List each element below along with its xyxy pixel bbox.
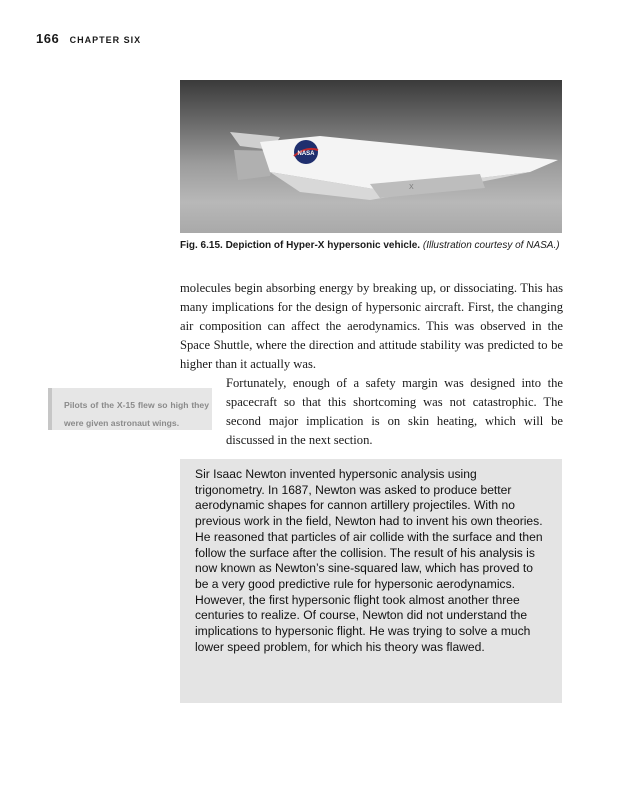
hyper-x-illustration — [180, 80, 562, 233]
newton-note: Sir Isaac Newton invented hypersonic analysis using trigonometry. In 1687, Newton was asked to produce better aerodynamic shapes for cannon artillery projectiles. With no previous work in the field, Newton had to invent his own theories. He reasoned that particles of air collide with the surface and then follow the surface after the collision. The result of his analysis is now known as Newton’s sine-squared law, which has proved to be a very good predictive rule for hypersonic aerodynamics. However, the first hypersonic flight took almost another three centuries to realize. Of course, Newton did not understand the implications to hypersonic flight. He was trying to solve a much lower speed problem, for which his theory was flawed. — [195, 467, 543, 654]
body-paragraph — [180, 279, 563, 450]
sidebar-note: Pilots of the X-15 flew so high they were given astronaut wings. — [64, 400, 209, 428]
tail-marking: X — [409, 184, 414, 191]
figure-caption — [180, 240, 570, 251]
caption-credit: (Illustration courtesy of NASA.) — [422, 240, 560, 251]
hyper-x-figure — [180, 80, 562, 233]
chapter-title: CHAPTER SIX — [69, 35, 142, 45]
paragraph-indented: Fortunately, enough of a safety margin was designed into the spacecraft so that this shortcoming was not catastrophic. The second major implication is on skin heating, which will be discussed in the next section. — [226, 376, 563, 447]
page-number: 166 — [36, 31, 60, 46]
running-header — [36, 30, 141, 48]
caption-title: Fig. 6.15. Depiction of Hyper-X hypersonic vehicle. — [180, 240, 421, 251]
nasa-logo-text: NASA — [297, 151, 315, 157]
paragraph-main: molecules begin absorbing energy by breaking up, or dissociating. This has many implications for the design of hypersonic aircraft. First, the changing air composition can affect the aerodynamics. This was observed in the Space Shuttle, where the direction and attitude stability was predicted to be higher than it actually was. — [180, 281, 563, 371]
